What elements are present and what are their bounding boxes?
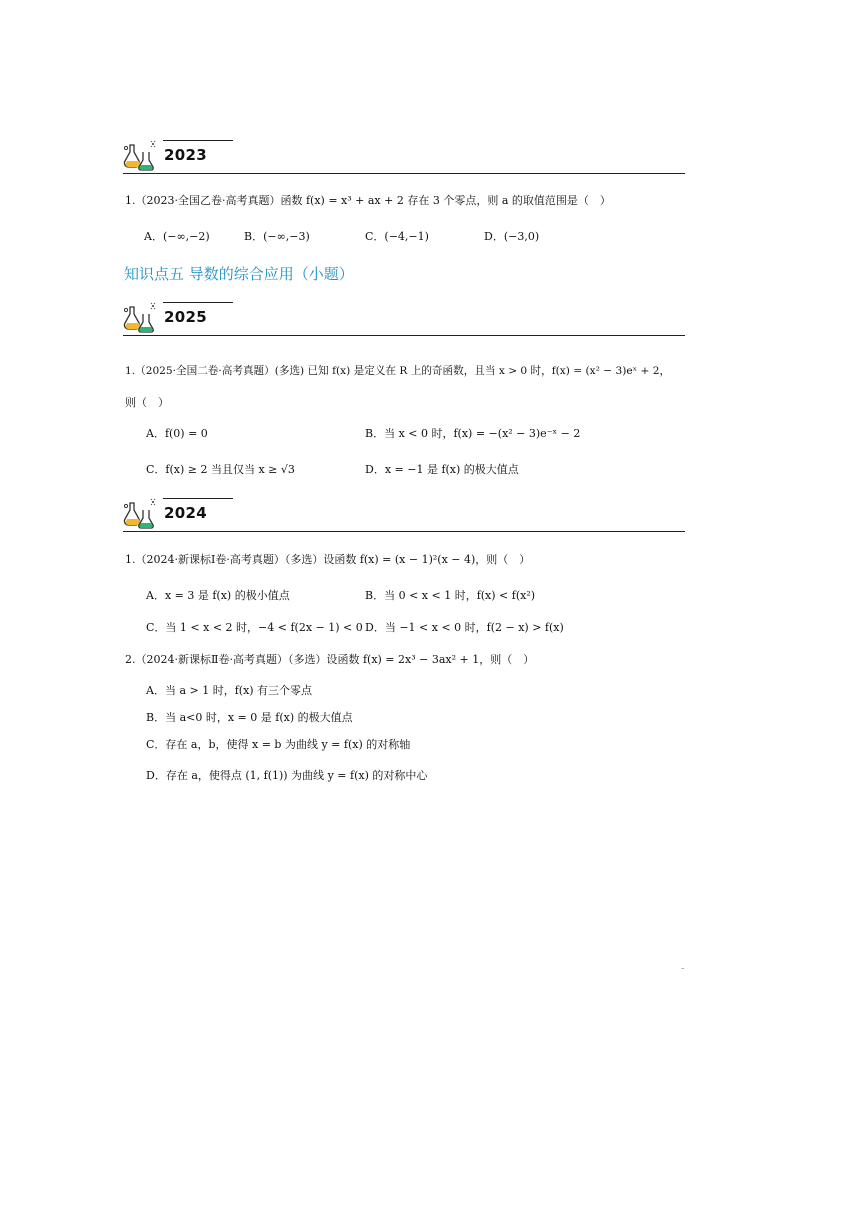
option-d: D．(−3,0) bbox=[484, 230, 540, 243]
option-c: C．f(x) ≥ 2 当且仅当 x ≥ √3 bbox=[146, 463, 295, 476]
option-b: B．当 a<0 时，x = 0 是 f(x) 的极大值点 bbox=[146, 711, 353, 724]
section-header-2024 bbox=[123, 498, 685, 538]
option-a: A．当 a > 1 时，f(x) 有三个零点 bbox=[146, 684, 313, 697]
option-d: D．存在 a，使得点 (1, f(1)) 为曲线 y = f(x) 的对称中心 bbox=[146, 769, 428, 782]
option-c: C．当 1 < x < 2 时，−4 < f(2x − 1) < 0 bbox=[146, 621, 363, 634]
corner-mark: ˜ bbox=[681, 968, 685, 976]
option-a: A．f(0) = 0 bbox=[146, 427, 208, 440]
option-d: D．当 −1 < x < 0 时，f(2 − x) > f(x) bbox=[365, 621, 564, 634]
option-a: A．x = 3 是 f(x) 的极小值点 bbox=[146, 589, 290, 602]
option-c: C．(−4,−1) bbox=[365, 230, 429, 243]
section-year: 2024 bbox=[164, 504, 207, 522]
option-b: B．(−∞,−3) bbox=[244, 230, 310, 243]
section-header-2023 bbox=[123, 140, 685, 180]
question-stem: 2.（2024·新课标Ⅱ卷·高考真题）（多选）设函数 f(x) = 2x³ − 3ax² + 1，则（ ） bbox=[125, 653, 535, 666]
option-b: B．当 0 < x < 1 时，f(x) < f(x²) bbox=[365, 589, 536, 602]
lab-flask-icon bbox=[123, 140, 157, 174]
lab-flask-icon bbox=[123, 302, 157, 336]
lab-flask-icon bbox=[123, 498, 157, 532]
question-stem-continued: 则（ ） bbox=[125, 396, 169, 409]
knowledge-heading: 知识点五 导数的综合应用（小题） bbox=[124, 265, 354, 283]
question-stem: 1.（2023·全国乙卷·高考真题）函数 f(x) = x³ + ax + 2 存在 3 个零点，则 a 的取值范围是（ ） bbox=[125, 194, 611, 207]
section-header-2025 bbox=[123, 302, 685, 342]
option-d: D．x = −1 是 f(x) 的极大值点 bbox=[365, 463, 519, 476]
option-b: B．当 x < 0 时，f(x) = −(x² − 3)e⁻ˣ − 2 bbox=[365, 427, 581, 440]
section-year: 2023 bbox=[164, 146, 207, 164]
section-year: 2025 bbox=[164, 308, 207, 326]
question-stem: 1.（2025·全国二卷·高考真题）(多选) 已知 f(x) 是定义在 R 上的奇函数，且当 x > 0 时，f(x) = (x² − 3)eˣ + 2， bbox=[125, 365, 671, 377]
option-a: A．(−∞,−2) bbox=[144, 230, 210, 243]
question-stem: 1.（2024·新课标Ⅰ卷·高考真题）（多选）设函数 f(x) = (x − 1)²(x − 4)，则（ ） bbox=[125, 553, 531, 566]
option-c: C．存在 a，b，使得 x = b 为曲线 y = f(x) 的对称轴 bbox=[146, 738, 411, 751]
